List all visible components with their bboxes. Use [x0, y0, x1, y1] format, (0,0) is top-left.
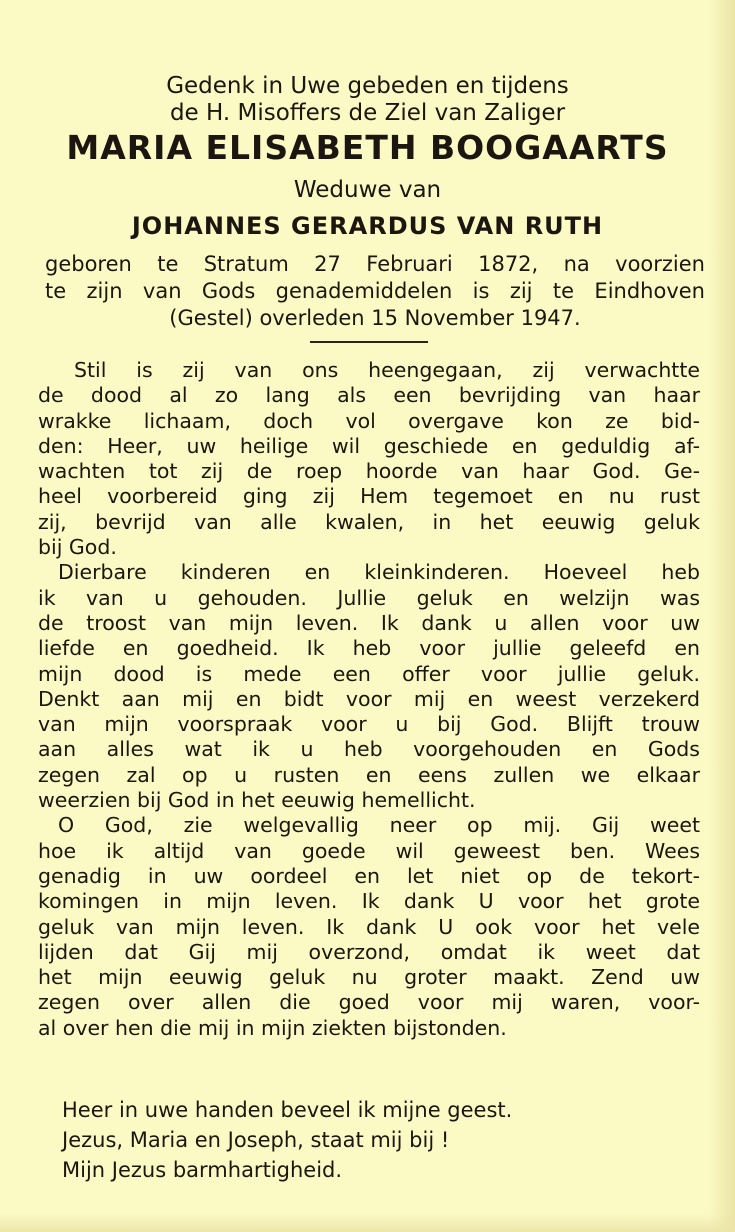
text-line: zij, bevrijd van alle kwalen, in het eeuwig geluk	[38, 509, 700, 534]
birth-line: te zijn van Gods genademiddelen is zij te Eindhoven	[45, 279, 705, 303]
text-line: zegen zal op u rusten en eens zullen we elkaar	[38, 762, 700, 787]
text-line: hoe ik altijd van goede wil geweest ben. Wees	[38, 838, 700, 863]
text-line: liefde en goedheid. Ik heb voor jullie geleefd en	[38, 636, 700, 661]
text-line: lijden dat Gij mij overzond, omdat ik weet dat	[38, 939, 700, 964]
memorial-text	[38, 358, 700, 1041]
text-line: Denkt aan mij en bidt voor mij en weest verzekerd	[38, 686, 700, 711]
text-line: de troost van mijn leven. Ik dank u allen voor uw	[38, 610, 700, 635]
intro-line-1: Gedenk in Uwe gebeden en tijdens	[166, 73, 569, 99]
text-line: wachten tot zij de roep hoorde van haar God. Ge-	[38, 459, 700, 484]
birth-line: (Gestel) overleden 15 November 1947.	[169, 306, 581, 330]
widow-of-label: Weduwe van	[293, 177, 442, 203]
birth-death-info	[45, 251, 705, 332]
closing-prayer-1: Heer in uwe handen beveel ik mijne geest.	[62, 1098, 513, 1122]
text-line: wrakke lichaam, doch vol overgave kon ze bid-	[38, 408, 700, 433]
closing-prayer-2: Jezus, Maria en Joseph, staat mij bij !	[62, 1128, 450, 1152]
text-line: mijn dood is mede een offer voor jullie geluk.	[38, 661, 700, 686]
text-line: den: Heer, uw heilige wil geschiede en geduldig af-	[38, 433, 700, 458]
text-line: O God, zie welgevallig neer op mij. Gij weet	[58, 813, 700, 838]
text-line: Stil is zij van ons heengegaan, zij verwachtte	[74, 358, 700, 382]
text-line: de dood al zo lang als een bevrijding van haar	[38, 383, 700, 408]
text-line: bij God.	[38, 535, 117, 560]
closing-prayer-3: Mijn Jezus barmhartigheid.	[62, 1158, 343, 1182]
text-line: geluk van mijn leven. Ik dank U ook voor het vele	[38, 914, 700, 939]
text-line: komingen in mijn leven. Ik dank U voor het grote	[38, 889, 700, 914]
divider-rule	[310, 341, 428, 343]
text-line: Dierbare kinderen en kleinkinderen. Hoeveel heb	[58, 560, 700, 585]
intro-line-2: de H. Misoffers de Ziel van Zaliger	[169, 100, 566, 126]
paper-bottom-shadow	[0, 1214, 735, 1232]
text-line: van mijn voorspraak voor u bij God. Blijft trouw	[38, 712, 700, 737]
text-line: ik van u gehouden. Jullie geluk en welzijn was	[38, 585, 700, 610]
text-line: heel voorbereid ging zij Hem tegemoet en nu rust	[38, 484, 700, 509]
text-line: aan alles wat ik u heb voorgehouden en Gods	[38, 737, 700, 762]
text-line: al over hen die mij in mijn ziekten bijstonden.	[38, 1015, 507, 1040]
text-line: weerzien bij God in het eeuwig hemellicht.	[38, 788, 476, 813]
text-line: genadig in uw oordeel en let niet op de tekort-	[38, 863, 700, 888]
text-line: het mijn eeuwig geluk nu groter maakt. Zend uw	[38, 965, 700, 990]
text-line: zegen over allen die goed voor mij waren, voor-	[38, 990, 700, 1015]
husband-name: JOHANNES GERARDUS VAN RUTH	[131, 212, 604, 240]
birth-line: geboren te Stratum 27 Februari 1872, na voorzien	[45, 252, 705, 276]
deceased-name: MARIA ELISABETH BOOGAARTS	[66, 128, 669, 167]
